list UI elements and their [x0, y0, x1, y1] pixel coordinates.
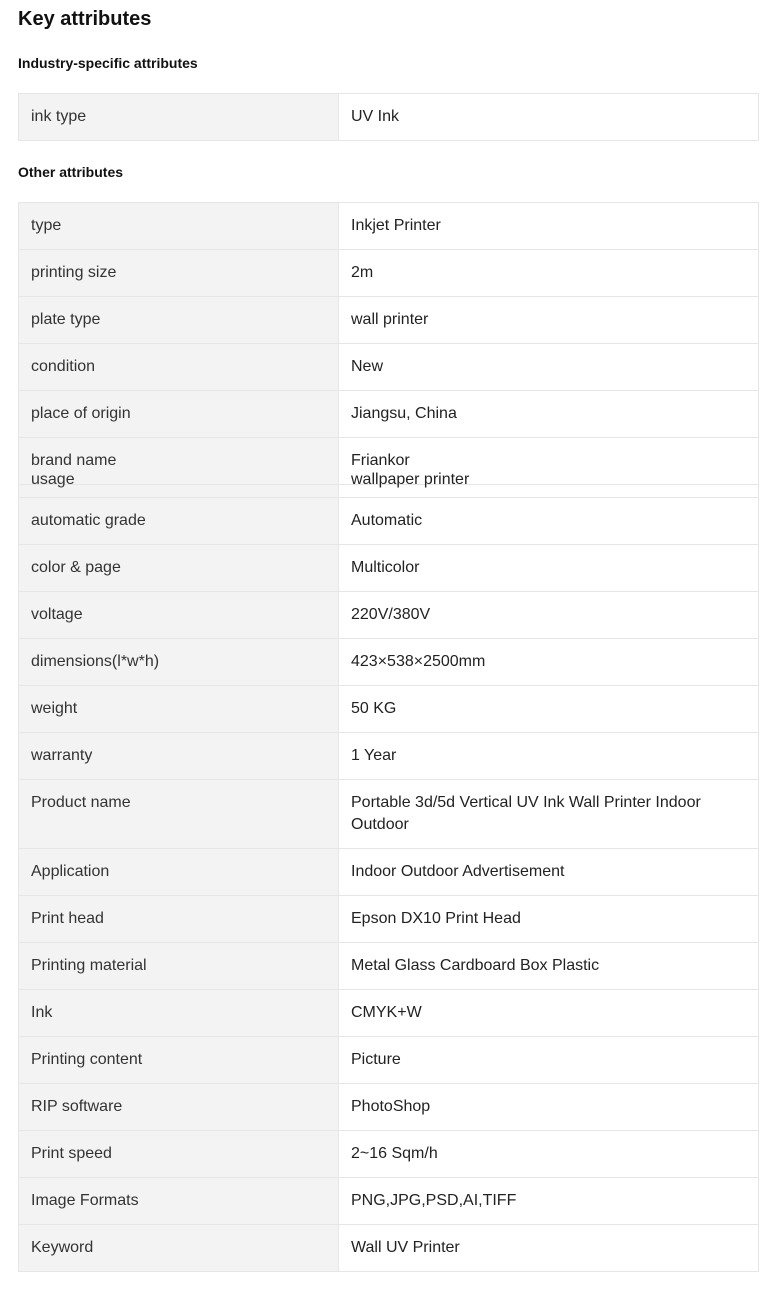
attribute-value: CMYK+W — [339, 990, 759, 1037]
table-row — [19, 344, 759, 391]
attribute-value: 50 KG — [339, 686, 759, 733]
industry-attributes-table — [18, 93, 759, 141]
attribute-value: 2m — [339, 250, 759, 297]
attribute-key: Printing material — [19, 943, 339, 990]
table-row — [19, 639, 759, 686]
table-row — [19, 250, 759, 297]
attribute-key: voltage — [19, 592, 339, 639]
attribute-key: Application — [19, 849, 339, 896]
key-attributes-panel — [18, 0, 759, 1272]
attribute-value: Portable 3d/5d Vertical UV Ink Wall Printer Indoor Outdoor — [339, 780, 759, 849]
table-row — [19, 1225, 759, 1272]
attribute-key: Product name — [19, 780, 339, 849]
attribute-value: PhotoShop — [339, 1084, 759, 1131]
page-title: Key attributes — [18, 8, 152, 30]
table-row — [19, 1084, 759, 1131]
attribute-key: Image Formats — [19, 1178, 339, 1225]
attribute-value: PNG,JPG,PSD,AI,TIFF — [339, 1178, 759, 1225]
table-row — [19, 943, 759, 990]
attribute-key: Keyword — [19, 1225, 339, 1272]
attribute-value: Indoor Outdoor Advertisement — [339, 849, 759, 896]
table-row — [19, 686, 759, 733]
attribute-key: automatic grade — [19, 498, 339, 545]
attribute-value: wall printer — [339, 297, 759, 344]
attribute-key: usage — [19, 485, 339, 498]
attribute-value: 1 Year — [339, 733, 759, 780]
attribute-value: 423×538×2500mm — [339, 639, 759, 686]
table-row — [19, 203, 759, 250]
other-attributes-table — [18, 202, 759, 1272]
table-row — [19, 990, 759, 1037]
table-row-clipped — [19, 485, 759, 498]
table-row — [19, 545, 759, 592]
other-section-heading: Other attributes — [18, 164, 124, 180]
attribute-key: Printing content — [19, 1037, 339, 1084]
table-row — [19, 849, 759, 896]
table-row — [19, 1037, 759, 1084]
attribute-key: brand name — [19, 438, 339, 485]
table-row — [19, 391, 759, 438]
attribute-key: place of origin — [19, 391, 339, 438]
table-row — [19, 733, 759, 780]
attribute-value: New — [339, 344, 759, 391]
attribute-key: color & page — [19, 545, 339, 592]
attribute-value: UV Ink — [339, 94, 759, 141]
table-row — [19, 780, 759, 849]
attribute-key: Print speed — [19, 1131, 339, 1178]
table-row — [19, 1131, 759, 1178]
attribute-key: condition — [19, 344, 339, 391]
attribute-value: Inkjet Printer — [339, 203, 759, 250]
attribute-key: plate type — [19, 297, 339, 344]
attribute-key: type — [19, 203, 339, 250]
attribute-key: Ink — [19, 990, 339, 1037]
attribute-value: Epson DX10 Print Head — [339, 896, 759, 943]
attribute-key: ink type — [19, 94, 339, 141]
attribute-value: Jiangsu, China — [339, 391, 759, 438]
attribute-value: 220V/380V — [339, 592, 759, 639]
attribute-key: printing size — [19, 250, 339, 297]
table-row — [19, 94, 759, 141]
attribute-value: Friankor — [339, 438, 759, 485]
attribute-value: 2~16 Sqm/h — [339, 1131, 759, 1178]
attribute-key: warranty — [19, 733, 339, 780]
attribute-value: wallpaper printer — [339, 485, 759, 498]
table-row — [19, 1178, 759, 1225]
attribute-key: Print head — [19, 896, 339, 943]
table-row — [19, 592, 759, 639]
table-row — [19, 297, 759, 344]
table-row — [19, 498, 759, 545]
attribute-value: Metal Glass Cardboard Box Plastic — [339, 943, 759, 990]
attribute-value: Multicolor — [339, 545, 759, 592]
attribute-key: RIP software — [19, 1084, 339, 1131]
attribute-value: Wall UV Printer — [339, 1225, 759, 1272]
attribute-value: Automatic — [339, 498, 759, 545]
attribute-value: Picture — [339, 1037, 759, 1084]
table-row — [19, 896, 759, 943]
attribute-key: dimensions(l*w*h) — [19, 639, 339, 686]
attribute-key: weight — [19, 686, 339, 733]
industry-section-heading: Industry-specific attributes — [18, 55, 198, 71]
